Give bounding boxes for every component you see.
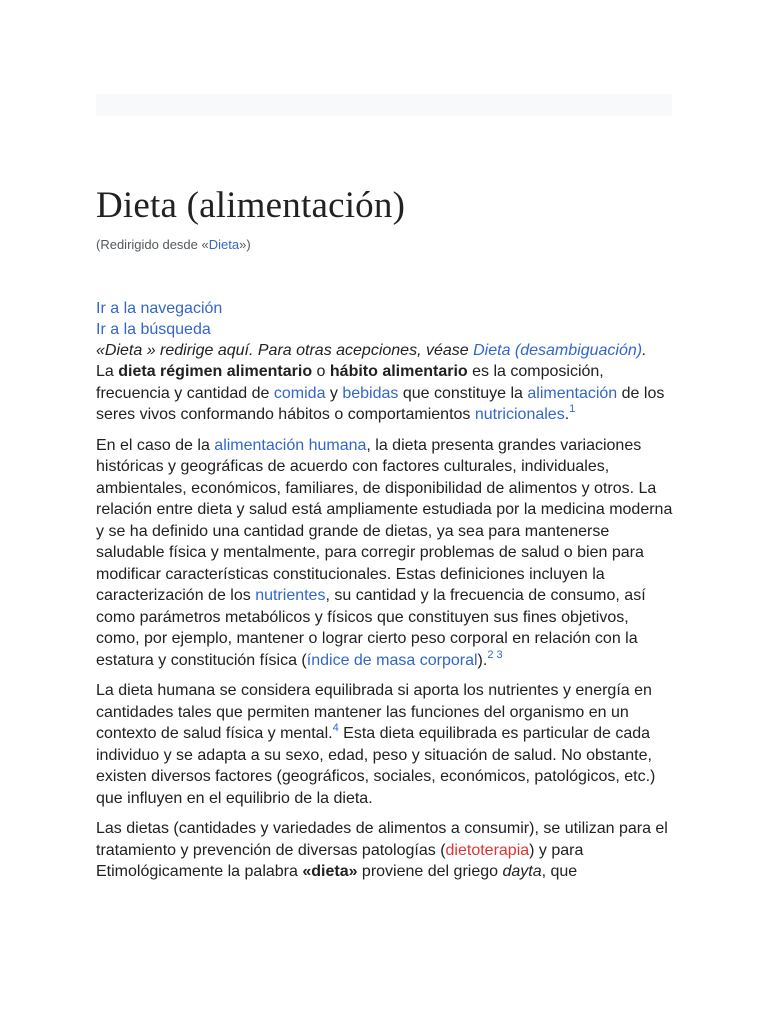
reference-2[interactable]: 2 xyxy=(487,648,494,661)
paragraph-diets-treatment: Las dietas (cantidades y variedades de alimentos a consumir), se utilizan para el tratamiento y prevención de diversas patologías (dietoterapia) y para Etimológicamente la palabra «dieta» proviene del griego dayta, que xyxy=(96,820,668,880)
reference-1[interactable]: 1 xyxy=(569,403,576,415)
skip-to-search-link[interactable]: Ir a la búsqueda xyxy=(96,321,211,338)
paragraph-balanced-diet: La dieta humana se considera equilibrada si aporta los nutrientes y energía en cantidades tales que permiten mantener las funciones del organismo en un contexto de salud física y mental.$^4$ Esta dieta equilibrada es particular de cada individuo y se adapta a su sexo, edad, peso y situación de salud. No obstante, existen diversos factores (geográficos, sociales, económicos, patológicos, etc.) que influyen en el equilibrio de la dieta. xyxy=(96,682,656,807)
link-dietoterapia[interactable]: dietoterapia xyxy=(445,841,530,859)
page-title: Dieta (alimentación) xyxy=(96,185,406,226)
redirect-notice: (Redirigido desde «Dieta») xyxy=(96,237,251,252)
link-bebidas[interactable]: bebidas xyxy=(342,384,399,402)
top-bar xyxy=(96,94,672,116)
link-indice-masa-corporal[interactable]: índice de masa corporal xyxy=(306,651,478,669)
redirect-link-dieta[interactable]: Dieta xyxy=(208,237,240,252)
skip-to-navigation-link[interactable]: Ir a la navegación xyxy=(96,300,223,317)
link-nutricionales[interactable]: nutricionales xyxy=(474,406,565,423)
link-comida[interactable]: comida xyxy=(273,384,326,402)
paragraph-intro: La dieta régimen alimentario o hábito alimentario es la composición, frecuencia y cantidad de comida y bebidas que constituye la alimentación de los seres vivos conformando hábitos o comportamientos nutricionales.$^1$ xyxy=(96,363,665,423)
article-content xyxy=(96,178,676,883)
link-nutrientes[interactable]: nutrientes xyxy=(255,587,326,604)
link-alimentacion-humana[interactable]: alimentación humana xyxy=(214,436,367,454)
skip-links xyxy=(96,298,676,340)
link-alimentacion[interactable]: alimentación xyxy=(527,384,618,402)
reference-3[interactable]: 3 xyxy=(496,648,503,661)
link-dieta-desambiguacion[interactable]: Dieta (desambiguación) xyxy=(473,342,643,359)
hatnote: «Dieta » redirige aquí. Para otras acepciones, véase Dieta (desambiguación). xyxy=(96,342,647,359)
reference-4[interactable]: 4 xyxy=(332,722,339,734)
paragraph-human-diet: En el caso de la alimentación humana, la dieta presenta grandes variaciones históricas y geográficas de acuerdo con factores culturales, individuales, ambientales, económicos, familiares, de disponibilidad de alimentos y otros. La relación entre dieta y salud está ampliamente estudiada por la medicina moderna y se ha definido una cantidad grande de dietas, ya sea para mantenerse saludable física y mentalmente, para corregir problemas de salud o bien para modificar características constitucionales. Estas definiciones incluyen la caracterización de los nutrientes, su cantidad y la frecuencia de consumo, así como parámetros metabólicos y físicos que constituyen sus fines objetivos, como, por ejemplo, mantener o lograr cierto peso corporal en relación con la estatura y constitución física (índice de masa corporal).$^{2 3}$ xyxy=(96,436,673,669)
